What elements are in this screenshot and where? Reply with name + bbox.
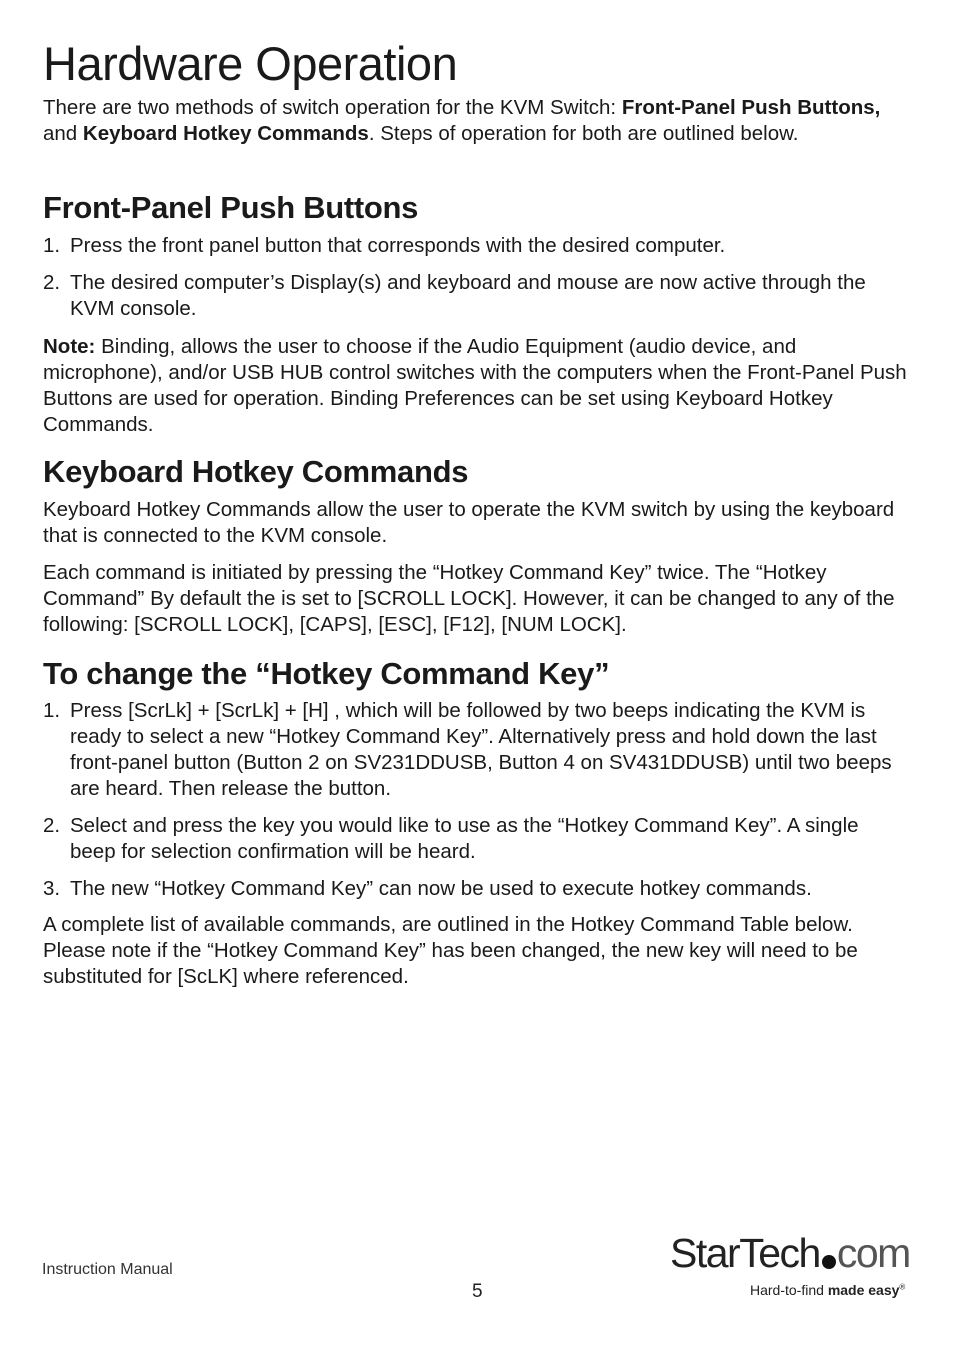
list-item	[43, 233, 909, 259]
intro-bold-1: Front-Panel Push Buttons,	[621, 96, 881, 119]
list-item-text: Select and press the key you would like to use as the “Hotkey Command Key”. A single beep for selection confirmation will be heard.	[70, 814, 859, 863]
logo-tagline	[750, 1282, 905, 1298]
front-panel-steps	[43, 233, 909, 322]
list-item-text: Press [ScrLk] + [ScrLk] + [H] , which will be followed by two beeps indicating the KVM is ready to select a new “Hotkey Command Key”. Alternatively press and hold down the last front-panel button (Button 2 on SV231DDUSB, Button 4 on SV431DDUSB) until two beeps are heard. Then release the button.	[70, 699, 892, 800]
closing-paragraph: A complete list of available commands, are outlined in the Hotkey Command Table below. Please note if the “Hotkey Command Key” has been changed, the new key will need to be substituted for [ScLK] where referenced.	[43, 913, 858, 988]
section-heading-keyboard-hotkey: Keyboard Hotkey Commands	[43, 454, 469, 489]
list-item-text: The desired computer’s Display(s) and keyboard and mouse are now active through the KVM console.	[70, 271, 866, 320]
logo-wordmark	[670, 1230, 910, 1277]
section-heading-change-hotkey: To change the “Hotkey Command Key”	[43, 656, 610, 691]
logo-tagline-bold: made easy	[827, 1282, 900, 1298]
intro-paragraph	[43, 95, 909, 147]
list-item-number: 1.	[43, 699, 61, 722]
logo-com-text: com	[836, 1230, 910, 1276]
binding-note	[43, 334, 909, 438]
page-number: 5	[472, 1281, 483, 1302]
list-item-number: 2.	[43, 814, 61, 837]
intro-text-3: . Steps of operation for both are outlined below.	[368, 122, 799, 145]
hotkey-intro-paragraph: Keyboard Hotkey Commands allow the user to operate the KVM switch by using the keyboard that is connected to the KVM console.	[43, 498, 895, 547]
logo-dot-icon	[822, 1255, 836, 1269]
registered-mark: ®	[899, 1282, 906, 1292]
footer-document-label: Instruction Manual	[42, 1261, 173, 1278]
list-item	[43, 813, 909, 865]
list-item	[43, 698, 909, 802]
list-item	[43, 270, 909, 322]
intro-text-2: and	[43, 122, 83, 145]
list-item-number: 3.	[43, 877, 61, 900]
change-hotkey-steps	[43, 698, 909, 902]
list-item-number: 1.	[43, 234, 61, 257]
intro-bold-2: Keyboard Hotkey Commands	[82, 122, 369, 145]
hotkey-default-paragraph: Each command is initiated by pressing the “Hotkey Command Key” twice. The “Hotkey Command” By default the is set to [SCROLL LOCK]. However, it can be changed to any of the following: [SCROLL LOCK], [CAPS], [ESC], [F12], [NUM LOCK].	[43, 561, 895, 636]
list-item-number: 2.	[43, 271, 61, 294]
note-text: Binding, allows the user to choose if the Audio Equipment (audio device, and microphone), and/or USB HUB control switches with the computers when the Front-Panel Push Buttons are used for operation. Binding Preferences can be set using Keyboard Hotkey Commands.	[43, 335, 907, 436]
section-heading-front-panel: Front-Panel Push Buttons	[43, 190, 419, 225]
intro-text-1: There are two methods of switch operation for the KVM Switch:	[43, 96, 622, 119]
list-item	[43, 876, 909, 902]
list-item-text: The new “Hotkey Command Key” can now be used to execute hotkey commands.	[70, 877, 812, 900]
page-title: Hardware Operation	[43, 37, 458, 90]
note-label: Note:	[43, 335, 96, 358]
startech-logo	[670, 1230, 910, 1310]
logo-brand-text: StarTech	[670, 1230, 820, 1276]
logo-tagline-normal: Hard-to-find	[750, 1282, 828, 1298]
list-item-text: Press the front panel button that corresponds with the desired computer.	[70, 234, 726, 257]
